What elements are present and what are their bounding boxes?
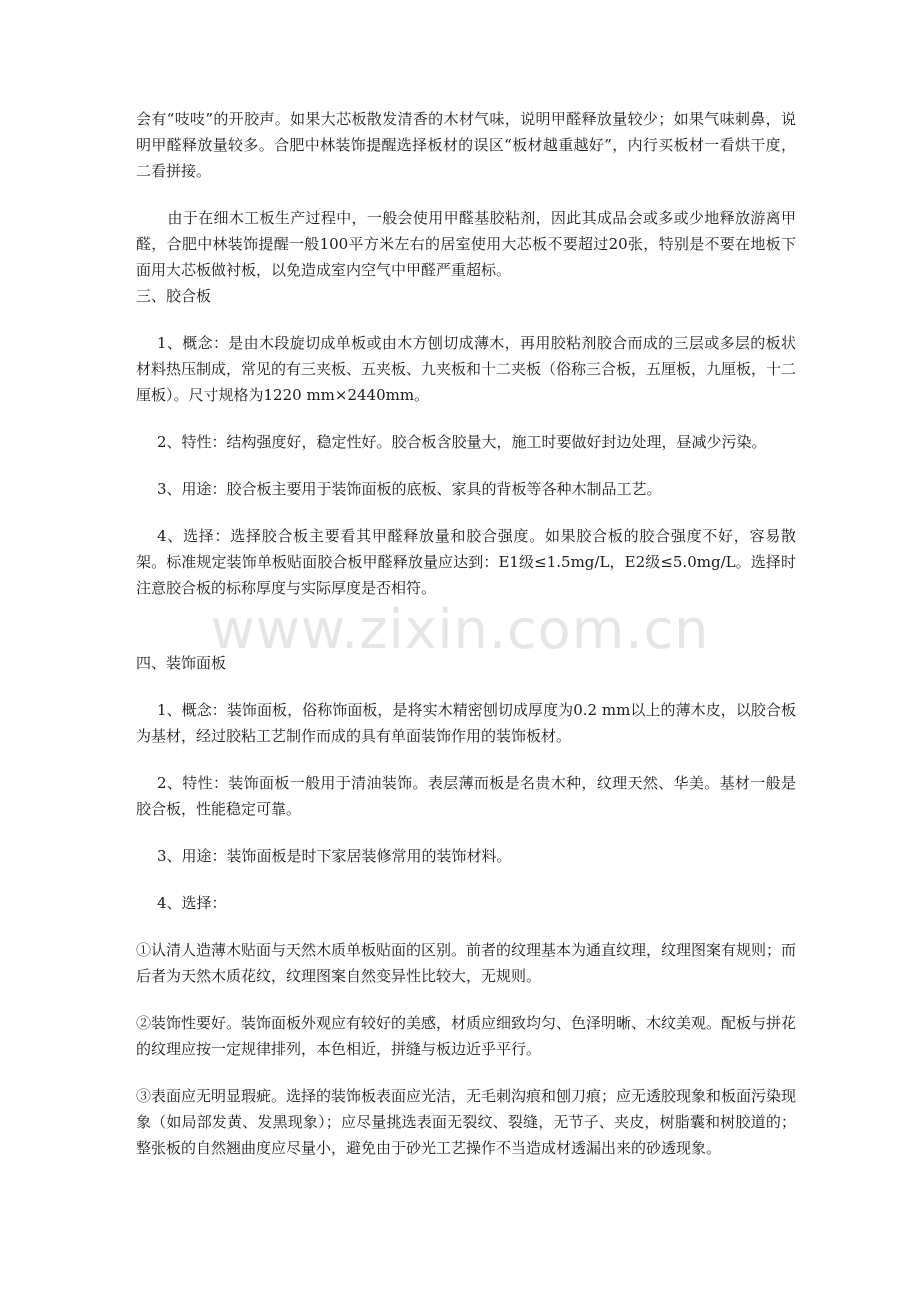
panel-concept: 1、概念：装饰面板，俗称饰面板，是将实木精密刨切成厚度为0.2 mm以上的薄木皮，以胶合板为基材，经过胶粘工艺制作而成的具有单面装饰作用的装饰板材。 xyxy=(136,701,796,745)
plywood-uses: 3、用途：胶合板主要用于装饰面板的底板、家具的背板等各种木制品工艺。 xyxy=(157,480,662,498)
plywood-properties: 2、特性：结构强度好，稳定性好。胶合板含胶量大，施工时要做好封边处理，昼减少污染。 xyxy=(157,433,767,451)
document-body xyxy=(136,106,796,1161)
plywood-selection: 4、选择：选择胶合板主要看其甲醛释放量和胶合强度。如果胶合板的胶合强度不好，容易散架。标准规定装饰单板贴面胶合板甲醛释放量应达到：E1级≤1.5mg/L，E2级≤5.0mg/L。选择时注意胶合板的标称厚度与实际厚度是否相符。 xyxy=(136,527,796,597)
paragraph-blockboard-smell: 会有“吱吱”的开胶声。如果大芯板散发清香的木材气味，说明甲醛释放量较少；如果气味刺鼻，说明甲醛释放量较多。合肥中林装饰提醒选择板材的误区“板材越重越好”，内行买板材一看烘干度，二看拼接。 xyxy=(136,110,796,180)
selection-item-1: ①认清人造薄木贴面与天然木质单板贴面的区别。前者的纹理基本为通直纹理，纹理图案有规则；而后者为天然木质花纹，纹理图案自然变异性比较大，无规则。 xyxy=(136,941,797,985)
selection-item-2: ②装饰性要好。装饰面板外观应有较好的美感，材质应细致均匀、色泽明晰、木纹美观。配板与拼花的纹理应按一定规律排列，本色相近，拼缝与板边近乎平行。 xyxy=(136,1014,797,1058)
watermark-text: www.zixin.com.cn xyxy=(210,598,710,661)
selection-item-3: ③表面应无明显瑕疵。选择的装饰板表面应光洁，无毛刺沟痕和刨刀痕；应无透胶现象和板面污染现象（如局部发黄、发黑现象）；应尽量挑选表面无裂纹、裂缝，无节子、夹皮，树脂囊和树胶道的；整张板的自然翘曲度应尽量小，避免由于砂光工艺操作不当造成材透漏出来的砂透现象。 xyxy=(136,1087,797,1157)
plywood-concept: 1、概念：是由木段旋切成单板或由木方刨切成薄木，再用胶粘剂胶合而成的三层或多层的板状材料热压制成，常见的有三夹板、五夹板、九夹板和十二夹板（俗称三合板，五厘板，九厘板，十二厘板）。尺寸规格为1220 mm×2440mm。 xyxy=(136,334,797,404)
paragraph-blockboard-formaldehyde: 由于在细木工板生产过程中，一般会使用甲醛基胶粘剂，因此其成品会或多或少地释放游离甲醛，合肥中林装饰提醒一般100平方米左右的居室使用大芯板不要超过20张，特别是不要在地板下面用大芯板做衬板，以免造成室内空气中甲醛严重超标。 xyxy=(136,209,796,279)
heading-decorative-panel: 四、装饰面板 xyxy=(136,654,227,672)
panel-selection: 4、选择： xyxy=(157,894,227,912)
panel-properties: 2、特性：装饰面板一般用于清油装饰。表层薄而板是名贵木种，纹理天然、华美。基材一般是胶合板，性能稳定可靠。 xyxy=(136,774,796,818)
heading-plywood: 三、胶合板 xyxy=(136,287,212,305)
panel-uses: 3、用途：装饰面板是时下家居装修常用的装饰材料。 xyxy=(157,847,512,865)
